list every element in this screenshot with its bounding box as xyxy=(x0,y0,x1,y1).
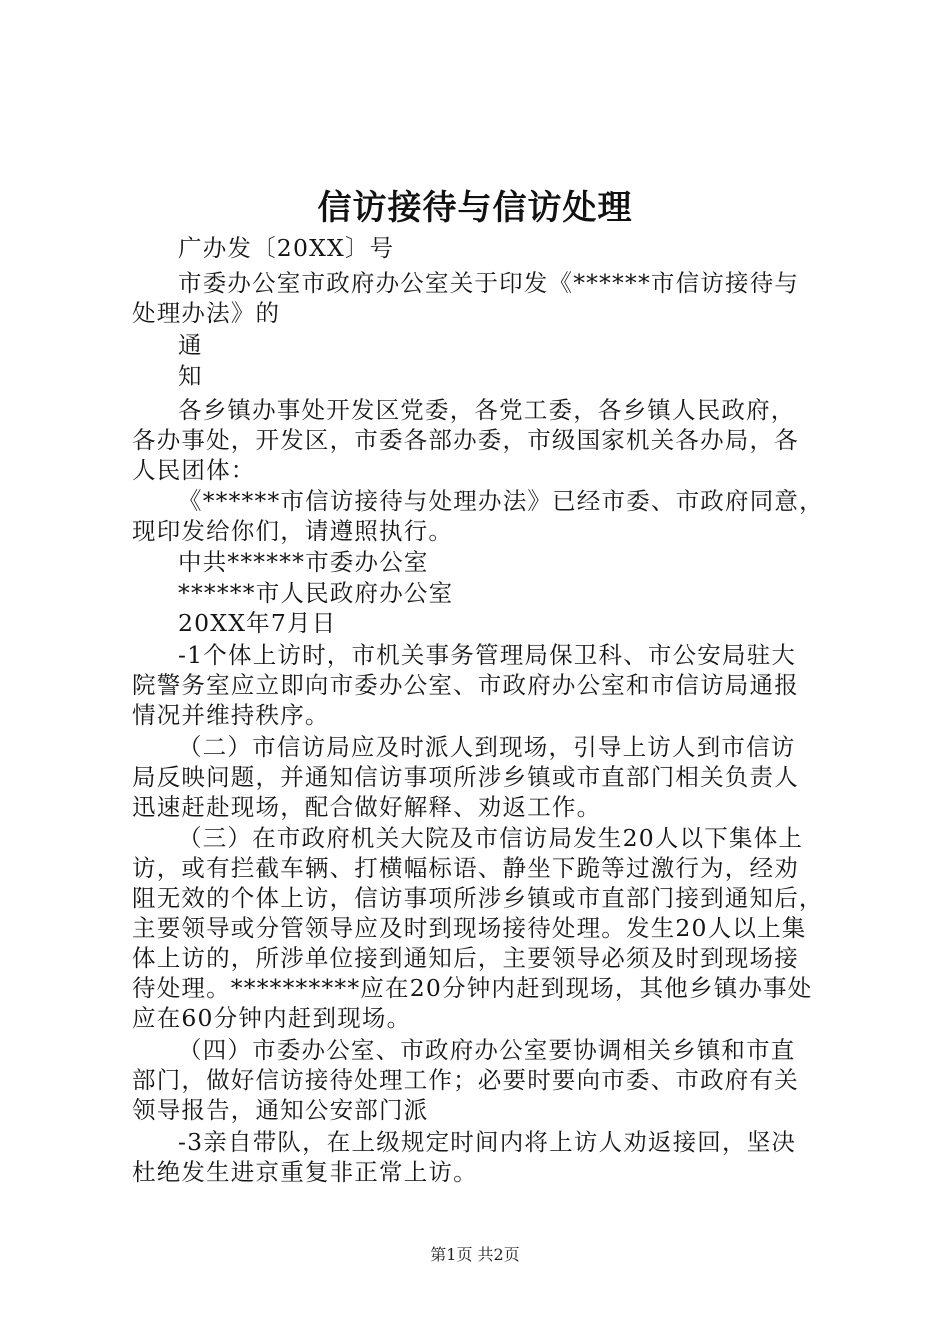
body-paragraph-line: 《******市信访接待与处理办法》已经市委、市政府同意， xyxy=(178,487,824,515)
date-line: 20XX年7月日 xyxy=(178,609,337,637)
body-paragraph-line: 杜绝发生进京重复非正常上访。 xyxy=(132,1158,478,1186)
signatory-line: 中共******市委办公室 xyxy=(178,548,429,576)
body-paragraph-line: （四）市委办公室、市政府办公室要协调相关乡镇和市直 xyxy=(178,1036,796,1064)
body-paragraph-line: （三）在市政府机关大院及市信访局发生20人以下集体上 xyxy=(178,824,804,852)
addressee-line: 人民团体： xyxy=(132,456,256,484)
body-paragraph-line: 访，或有拦截车辆、打横幅标语、静坐下跪等过激行为，经劝 xyxy=(132,854,799,882)
body-paragraph-line: 部门，做好信访接待处理工作；必要时要向市委、市政府有关 xyxy=(132,1066,799,1094)
addressee-line: 各办事处，开发区，市委各部办委，市级国家机关各办局，各 xyxy=(132,426,799,454)
body-paragraph-line: -3亲自带队，在上级规定时间内将上访人劝返接回，坚决 xyxy=(178,1128,797,1156)
body-paragraph-line: 应在60分钟内赶到现场。 xyxy=(132,1004,412,1032)
page-number-footer: 第1页 共2页 xyxy=(430,1245,520,1264)
body-paragraph-line: 现印发给你们，请遵照执行。 xyxy=(132,517,454,545)
addressee-line: 各乡镇办事处开发区党委，各党工委，各乡镇人民政府， xyxy=(178,396,796,424)
document-title: 信访接待与信访处理 xyxy=(317,188,633,228)
notice-heading-line: 市委办公室市政府办公室关于印发《******市信访接待与 xyxy=(178,269,800,297)
body-paragraph-line: 迅速赶赴现场，配合做好解释、劝返工作。 xyxy=(132,793,602,821)
doc-number-line: 广办发〔20XX〕号 xyxy=(178,234,395,262)
body-paragraph-line: 领导报告，通知公安部门派 xyxy=(132,1096,429,1124)
notice-heading-char: 通 xyxy=(178,331,203,359)
body-paragraph-line: 体上访的，所涉单位接到通知后，主要领导必须及时到现场接 xyxy=(132,944,799,972)
body-paragraph-line: 局反映问题，并通知信访事项所涉乡镇或市直部门相关负责人 xyxy=(132,763,799,791)
body-paragraph-line: -1个体上访时，市机关事务管理局保卫科、市公安局驻大 xyxy=(178,641,797,669)
notice-heading-line: 处理办法》的 xyxy=(132,299,281,327)
body-paragraph-line: 院警务室应立即向市委办公室、市政府办公室和市信访局通报 xyxy=(132,671,799,699)
body-paragraph-line: 阻无效的个体上访，信访事项所涉乡镇或市直部门接到通知后， xyxy=(132,884,824,912)
body-paragraph-line: （二）市信访局应及时派人到现场，引导上访人到市信访 xyxy=(178,733,796,761)
body-paragraph-line: 待处理。**********应在20分钟内赶到现场，其他乡镇办事处 xyxy=(132,974,813,1002)
signatory-line: ******市人民政府办公室 xyxy=(178,579,454,607)
notice-heading-char: 知 xyxy=(178,362,203,390)
body-paragraph-line: 情况并维持秩序。 xyxy=(132,701,330,729)
body-paragraph-line: 主要领导或分管领导应及时到现场接待处理。发生20人以上集 xyxy=(132,914,807,942)
